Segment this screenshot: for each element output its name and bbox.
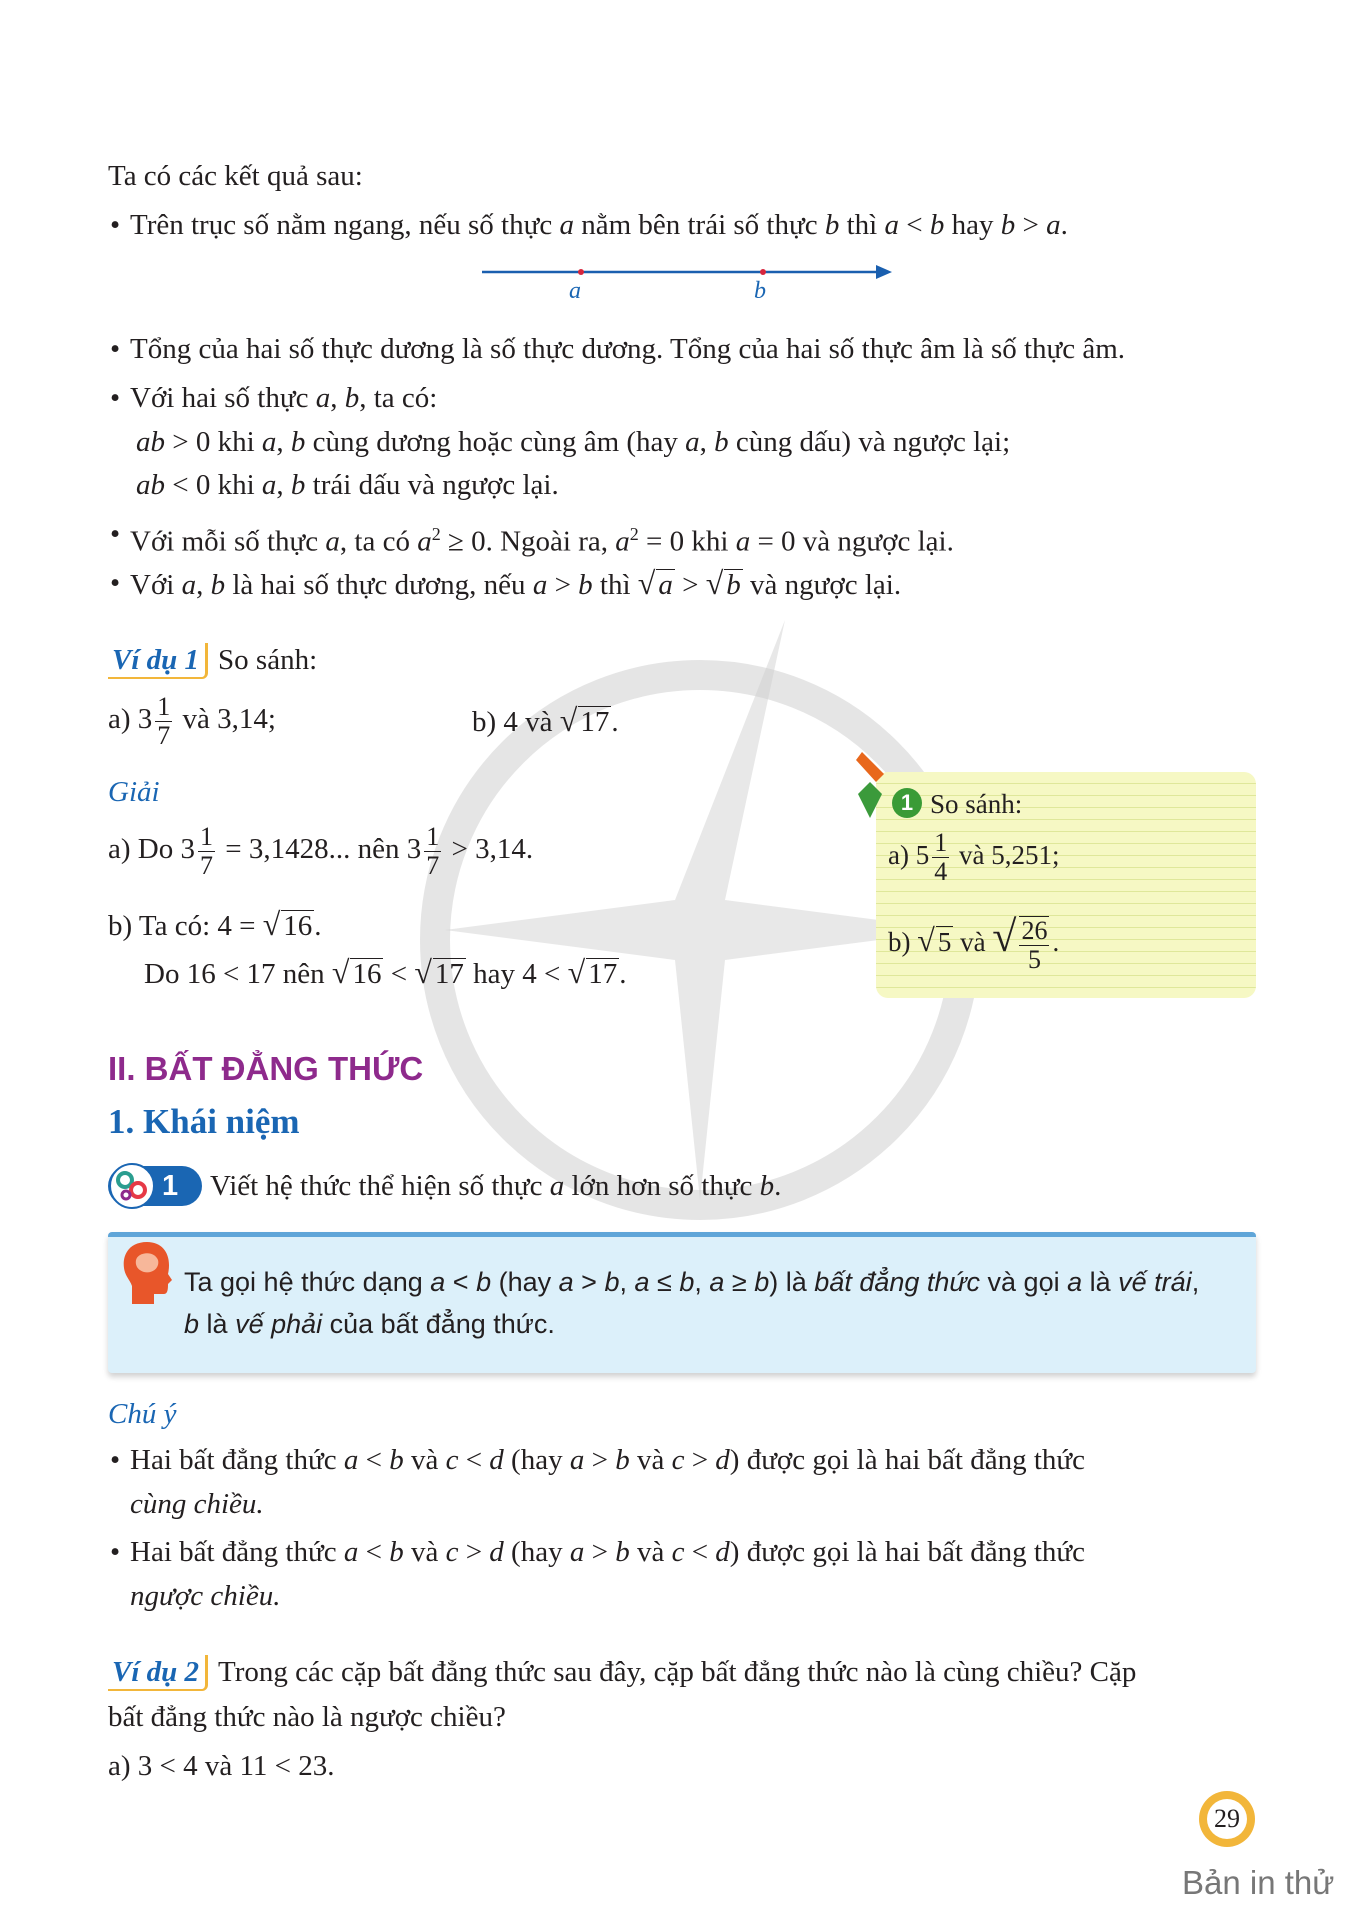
footer-watermark-text: Bản in thử [1182,1864,1335,1901]
practice-item-b: b) √ 5 và √ $\frac{26}{5}$ . [888,912,1060,974]
bullet-3: • Với hai số thực a, b, ta có: [110,382,438,414]
gears-icon [108,1162,156,1210]
pen-icon [856,748,900,828]
definition-line-1: Ta gọi hệ thức dạng a < b (hay a > b, a ≤ b, a ≥ b) là bất đẳng thức và gọi a là vế trái, [184,1267,1200,1297]
example-1-item-b: b) 4 và √ 17. [472,702,619,738]
number-line [478,258,898,308]
practice-number-badge: 1 [892,788,922,818]
number-line-label-a: a [569,278,581,304]
solution-b-line-2: Do 16 < 17 nên √ 16 < √ 17 hay 4 < √ 17. [144,954,627,990]
solution-a: a) Do 3 $\frac{1}{7}$ = 3,1428... nên 3 $\frac{1}{7}$ > 3,14. [108,821,534,880]
note-bullet-2: • Hai bất đẳng thức a < b và c > d (hay a > b và c < d) được gọi là hai bất đẳng thức [110,1536,1085,1568]
practice-item-a: a) 5 $\frac{1}{4}$ và 5,251; [888,828,1060,887]
note-bullet-2-line-2: ngược chiều. [130,1580,281,1612]
definition-line-2: b là vế phải của bất đẳng thức. [184,1309,555,1339]
solution-b-line-1: b) Ta có: 4 = √ 16. [108,906,322,942]
bullet-5: • Với a, b là hai số thực dương, nếu a > b thì √ a > √ b và ngược lại. [110,565,902,601]
bullet-2: • Tổng của hai số thực dương là số thực dương. Tổng của hai số thực âm là số thực âm. [110,333,1126,365]
page-number: 29 [1214,1804,1240,1833]
example-1-header [108,640,317,680]
intro-text: Ta có các kết quả sau: [108,160,363,192]
definition-box [108,1232,1256,1373]
example-2-item-a: a) 3 < 4 và 11 < 23. [108,1750,335,1782]
note-bullet-1-line-2: cùng chiều. [130,1488,264,1520]
bullet-3-line-2: ab < 0 khi a, b trái dấu và ngược lại. [136,469,559,501]
example-2-label: Ví dụ 2 [108,1655,208,1691]
example-1-label: Ví dụ 1 [108,643,208,679]
activity-number: 1 [162,1170,179,1202]
head-icon [118,1240,176,1306]
number-line-label-b: b [754,278,766,304]
example-2-line-1: Ví dụ 2 Trong các cặp bất đẳng thức sau đây, cặp bất đẳng thức nào là cùng chiều? Cặp [108,1652,1136,1692]
activity-text: Viết hệ thức thể hiện số thực a lớn hơn số thực b. [210,1170,782,1202]
bullet-4: • Với mỗi số thực a, ta có $a^2 \ge 0$. Ngoài ra, $a^2 = 0$ khi a = 0 và ngược lại. [110,518,954,558]
note-label: Chú ý [108,1398,177,1430]
example-2-line-2: bất đẳng thức nào là ngược chiều? [108,1701,506,1733]
subsection-heading: 1. Khái niệm [108,1102,300,1141]
example-1-prompt: So sánh: [218,644,318,676]
example-1-item-a: a) 3 $\frac{1}{7}$ và 3,14; [108,691,276,750]
bullet-1: • Trên trục số nằm ngang, nếu số thực a nằm bên trái số thực b thì a < b hay b > a. [110,209,1068,241]
practice-title: So sánh: [930,789,1023,819]
note-bullet-1: • Hai bất đẳng thức a < b và c < d (hay a > b và c > d) được gọi là hai bất đẳng thức [110,1444,1085,1476]
bullet-3-line-1: ab > 0 khi a, b cùng dương hoặc cùng âm (hay a, b cùng dấu) và ngược lại; [136,426,1011,458]
solution-label: Giải [108,776,160,808]
section-heading: II. BẤT ĐẲNG THỨC [108,1050,424,1087]
